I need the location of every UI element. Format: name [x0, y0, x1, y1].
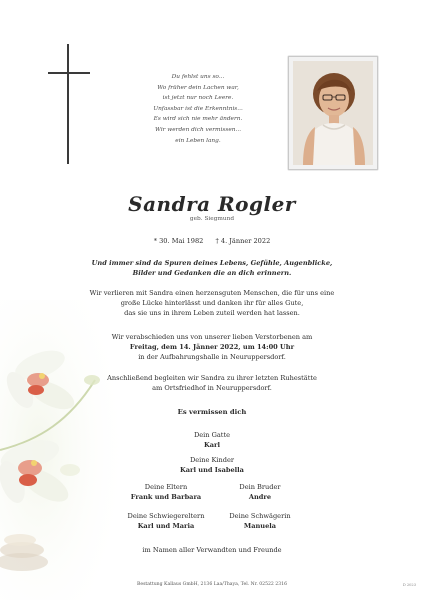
poem-line: Wir werden dich vermissen... [154, 126, 242, 133]
funeral-home-footer: Bestattung Kallaus GmbH, 2136 Laa/Thaya, Tel. Nr. 02522 2316 [136, 582, 288, 587]
paragraph-line: Anschließend begleiten wir Sandra zu ihrer letzten Ruhestätte [107, 374, 317, 382]
deceased-name: Sandra Rogler [128, 192, 296, 216]
life-dates [0, 237, 424, 245]
paragraph-line: das sie uns in ihrem Leben zuteil werden hat lassen. [124, 309, 300, 317]
death-date: † 4. Jänner 2022 [215, 237, 271, 245]
mourner-names: Karl und Isabella [180, 466, 244, 474]
ceremony-date: Freitag, dem 14. Jänner 2022, um 14:00 Uhr [129, 343, 295, 351]
document-code: D 2023 [402, 583, 416, 587]
cross-icon [48, 44, 90, 164]
mourner-sister-in-law [200, 511, 320, 531]
lead-quote [80, 258, 344, 278]
portrait-frame [288, 56, 378, 170]
mourner-role: Deine Eltern [144, 483, 188, 491]
farewell-paragraph [70, 288, 354, 318]
mourner-names: Karl [204, 441, 220, 449]
mourner-role: Deine Schwägerin [229, 512, 291, 520]
poem-line: Du fehlst uns so... [171, 74, 225, 80]
mourner-names: Karl und Maria [137, 522, 195, 530]
ceremony-paragraph [70, 332, 354, 362]
poem-line: ist jetzt nur noch Leere. [162, 95, 234, 102]
mourner-role: Dein Bruder [239, 483, 281, 491]
poem-line: Es wird sich nie mehr ändern. [153, 116, 243, 123]
paragraph-line: Wir verabschieden uns von unserer lieben Verstorbenen am [111, 333, 313, 341]
paragraph-line: in der Aufbahrungshalle in Neuruppersdorf. [138, 353, 286, 361]
poem-line: ein Leben lang. [175, 137, 221, 144]
paragraph-line: Wir verlieren mit Sandra einen herzensguten Menschen, die für uns eine [89, 289, 335, 297]
maiden-name: geb. Siegmund [189, 216, 235, 222]
family-line: im Namen aller Verwandten und Freunde [142, 546, 282, 554]
paragraph-line: große Lücke hinterlässt und danken ihr für alles Gute, [120, 299, 304, 307]
birth-date: * 30. Mai 1982 [153, 237, 204, 245]
mourner-role: Deine Schwiegereltern [127, 512, 205, 520]
burial-paragraph [70, 373, 354, 393]
lead-line: Bilder und Gedanken die an dich erinnern. [132, 269, 292, 277]
mourners-heading: Es vermissen dich [177, 408, 247, 416]
mourner-role: Dein Gatte [193, 431, 231, 439]
poem [118, 72, 278, 146]
mourner-names: Andre [248, 493, 272, 501]
poem-line: Unfassbar ist die Erkenntnis... [153, 105, 243, 112]
mourner-children [132, 455, 292, 475]
mourner-role: Deine Kinder [189, 456, 235, 464]
paragraph-line: am Ortsfriedhof in Neuruppersdorf. [152, 384, 272, 392]
portrait-photo [293, 61, 373, 165]
mourner-names: Frank und Barbara [130, 493, 202, 501]
mourner-brother [200, 482, 320, 502]
mourner-names: Manuela [243, 522, 277, 530]
lead-line: Und immer sind da Spuren deines Lebens, Gefühle, Augenblicke, [91, 259, 333, 267]
poem-line: Wo früher dein Lachen war, [157, 84, 239, 91]
mourner-husband [152, 430, 272, 450]
